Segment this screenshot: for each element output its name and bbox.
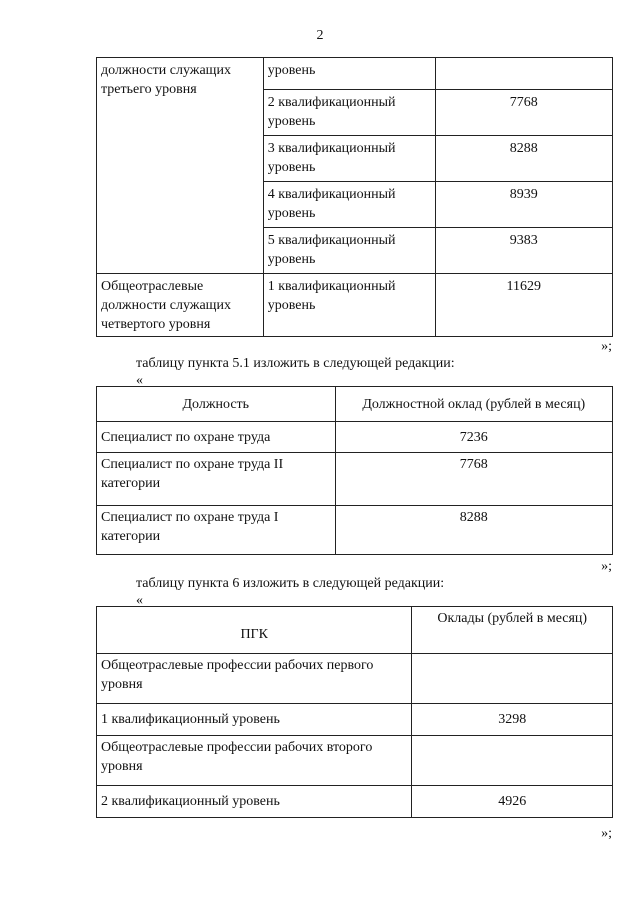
level-cell: 2 квалификационный уровень: [263, 90, 435, 136]
group-cell: должности служащих третьего уровня: [97, 58, 264, 274]
column-header: ПГК: [97, 607, 412, 654]
table-header-row: [97, 387, 613, 422]
instruction-text: таблицу пункта 6 изложить в следующей редакции:: [136, 576, 445, 591]
salary-cell: 7236: [335, 422, 612, 453]
column-header: Оклады (рублей в месяц): [412, 607, 613, 654]
salary-cell: 7768: [335, 453, 612, 506]
value-cell: [412, 654, 613, 704]
value-cell: 8939: [435, 182, 612, 228]
table-row: [97, 506, 613, 555]
level-cell: 5 квалификационный уровень: [263, 228, 435, 274]
opening-quote: «: [136, 373, 143, 388]
value-cell: [435, 58, 612, 90]
name-cell: 1 квалификационный уровень: [97, 704, 412, 736]
column-header: Должность: [97, 387, 336, 422]
name-cell: Общеотраслевые профессии рабочих второго уровня: [97, 736, 412, 786]
name-cell: Общеотраслевые профессии рабочих первого уровня: [97, 654, 412, 704]
level-cell: уровень: [263, 58, 435, 90]
page-number: 2: [316, 28, 324, 43]
table-row: [97, 736, 613, 786]
instruction-text: таблицу пункта 5.1 изложить в следующей редакции:: [136, 356, 455, 371]
closing-quote: »;: [601, 339, 612, 354]
value-cell: 9383: [435, 228, 612, 274]
table-header-row: [97, 607, 613, 654]
table-row: [97, 453, 613, 506]
position-cell: Специалист по охране труда II категории: [97, 453, 336, 506]
value-cell: 8288: [435, 136, 612, 182]
table-row: [97, 422, 613, 453]
level-cell: 3 квалификационный уровень: [263, 136, 435, 182]
position-cell: Специалист по охране труда: [97, 422, 336, 453]
level-cell: 1 квалификационный уровень: [263, 274, 435, 337]
level-cell: 4 квалификационный уровень: [263, 182, 435, 228]
name-cell: 2 квалификационный уровень: [97, 786, 412, 818]
value-cell: 11629: [435, 274, 612, 337]
closing-quote: »;: [601, 826, 612, 841]
value-cell: 3298: [412, 704, 613, 736]
position-cell: Специалист по охране труда I категории: [97, 506, 336, 555]
value-cell: 7768: [435, 90, 612, 136]
table-row: [97, 786, 613, 818]
workers-salary-table: [96, 606, 613, 818]
table-row: [97, 274, 613, 337]
value-cell: [412, 736, 613, 786]
closing-quote: »;: [601, 559, 612, 574]
table-row: [97, 654, 613, 704]
opening-quote: «: [136, 593, 143, 608]
salary-cell: 8288: [335, 506, 612, 555]
table-row: [97, 58, 613, 90]
position-salary-table: [96, 386, 613, 555]
column-header: Должностной оклад (рублей в месяц): [335, 387, 612, 422]
group-cell: Общеотраслевые должности служащих четвертого уровня: [97, 274, 264, 337]
table-row: [97, 704, 613, 736]
qualification-levels-table: [96, 57, 613, 337]
value-cell: 4926: [412, 786, 613, 818]
